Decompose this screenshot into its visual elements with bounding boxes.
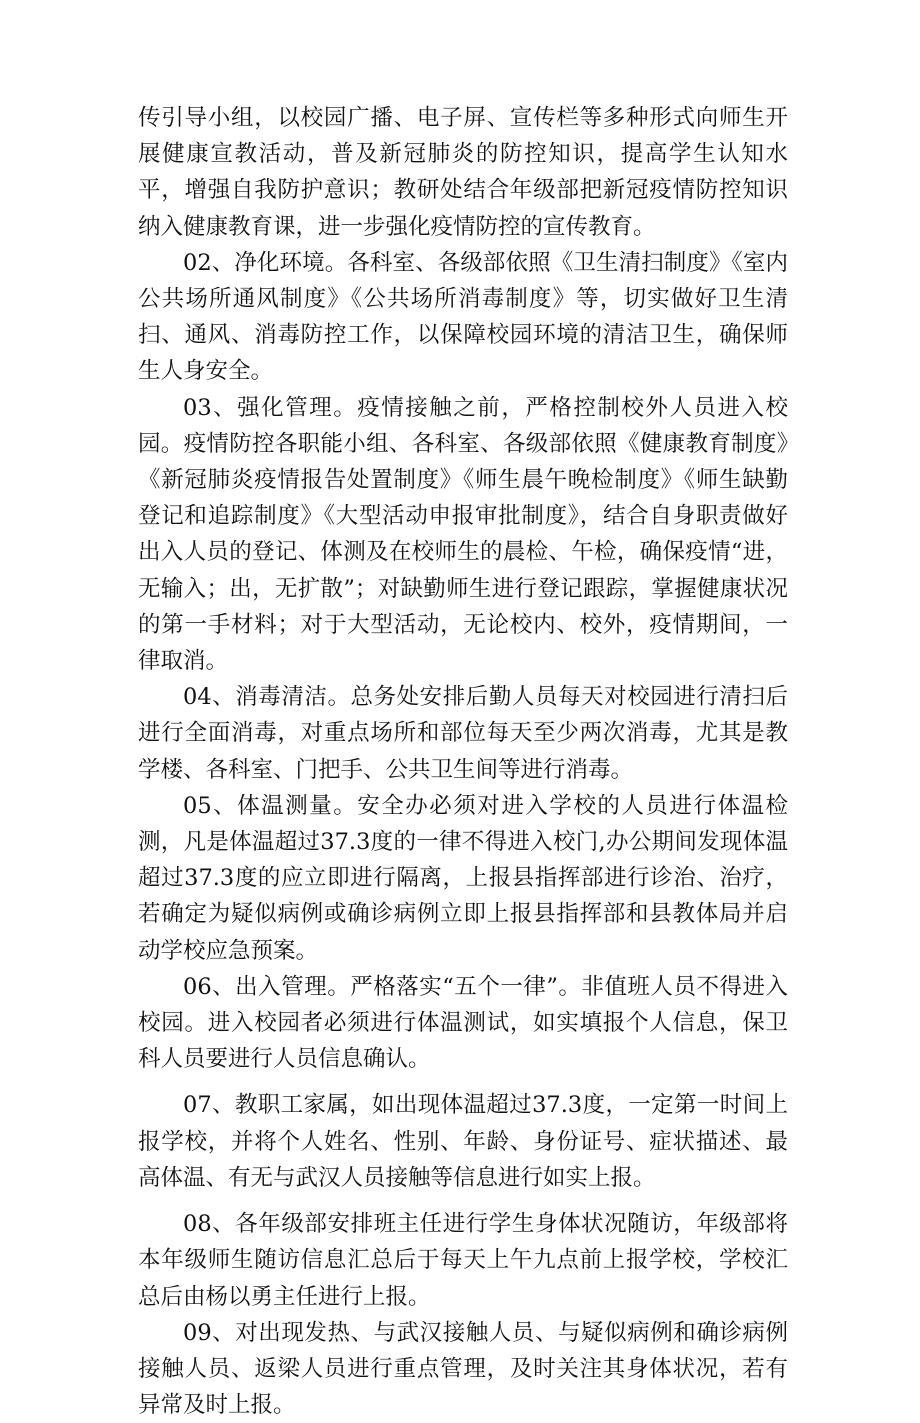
paragraph-07-family: 07、教职工家属，如出现体温超过37.3度，一定第一时间上报学校，并将个人姓名、性别、年龄、身份证号、症状描述、最高体温、有无与武汉人员接触等信息进行如实上报。 bbox=[138, 1092, 788, 1191]
paragraph-02-environment: 02、净化环境。各科室、各级部依照《卫生清扫制度》《室内公共场所通风制度》《公共场所消毒制度》等，切实做好卫生清扫、通风、消毒防控工作，以保障校园环境的清洁卫生，确保师生人身安全。 bbox=[138, 249, 788, 385]
paragraph-05-temperature: 05、体温测量。安全办必须对进入学校的人员进行体温检测，凡是体温超过37.3度的一律不得进入校门,办公期间发现体温超过37.3度的应立即进行隔离，上报县指挥部进行诊治、治疗，若确定为疑似病例或确诊病例立即上报县指挥部和县教体局并启动学校应急预案。 bbox=[138, 792, 788, 964]
paragraph-propaganda-continued: 传引导小组，以校园广播、电子屏、宣传栏等多种形式向师生开展健康宣教活动，普及新冠肺炎的防控知识，提高学生认知水平，增强自我防护意识；教研处结合年级部把新冠疫情防控知识纳入健康教育课，进一步强化疫情防控的宣传教育。 bbox=[138, 105, 788, 240]
paragraph-06-access: 06、出入管理。严格落实“五个一律”。非值班人员不得进入校园。进入校园者必须进行体温测试，如实填报个人信息，保卫科人员要进行人员信息确认。 bbox=[138, 973, 788, 1073]
paragraph-03-management: 03、强化管理。疫情接触之前，严格控制校外人员进入校园。疫情防控各职能小组、各科室、各级部依照《健康教育制度》《新冠肺炎疫情报告处置制度》《师生晨午晚检制度》《师生缺勤登记和追踪制度》《大型活动申报审批制度》，结合自身职责做好出入人员的登记、体测及在校师生的晨检、午检，确保疫情“进，无输入；出，无扩散”；对缺勤师生进行登记跟踪，掌握健康状况的第一手材料；对于大型活动，无论校内、校外，疫情期间，一律取消。 bbox=[138, 394, 788, 675]
paragraph-08-followup: 08、各年级部安排班主任进行学生身体状况随访，年级部将本年级师生随访信息汇总后于每天上午九点前上报学校，学校汇总后由杨以勇主任进行上报。 bbox=[138, 1211, 788, 1310]
document-body bbox=[138, 100, 788, 1423]
paragraph-04-disinfection: 04、消毒清洁。总务处安排后勤人员每天对校园进行清扫后进行全面消毒，对重点场所和部位每天至少两次消毒，尤其是教学楼、各科室、门把手、公共卫生间等进行消毒。 bbox=[138, 684, 788, 783]
paragraph-09-key-management: 09、对出现发热、与武汉接触人员、与疑似病例和确诊病例接触人员、返梁人员进行重点管理，及时关注其身体状况，若有异常及时上报。 bbox=[138, 1319, 788, 1419]
